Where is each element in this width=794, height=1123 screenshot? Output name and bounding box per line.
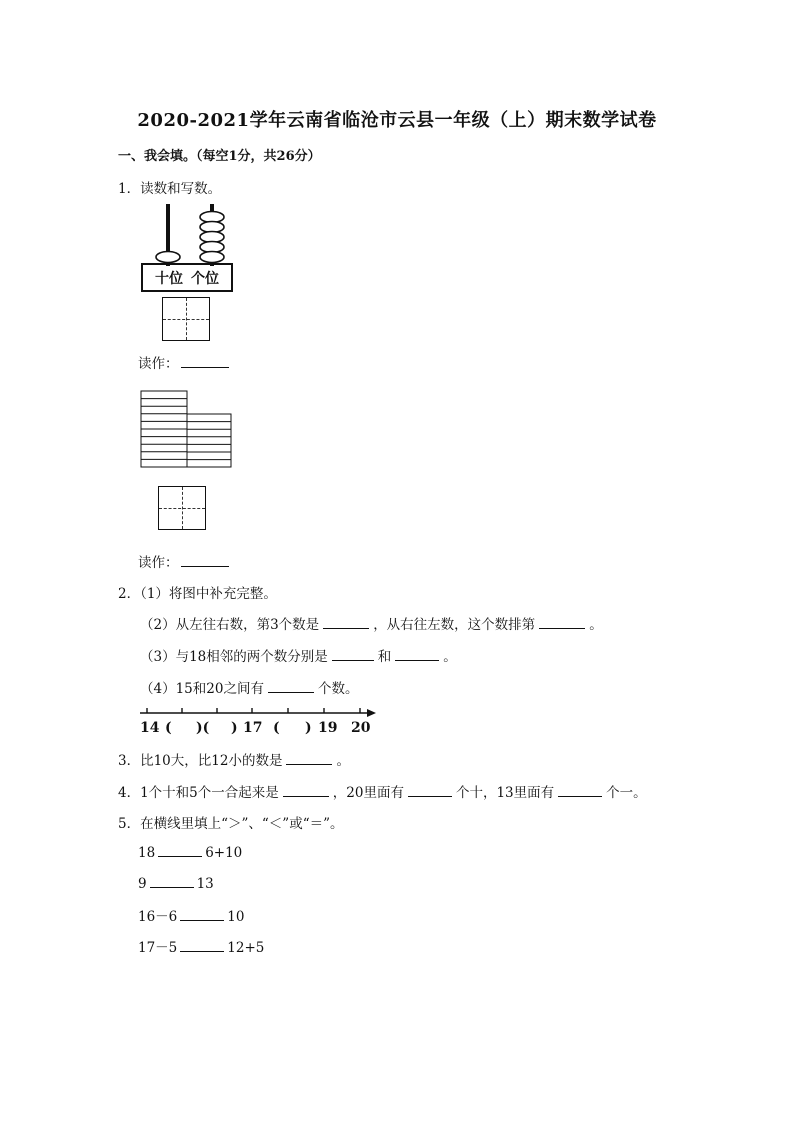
read-as-blank-1[interactable] <box>181 354 229 368</box>
numberline-paren-mid: )( <box>196 720 210 736</box>
section-heading: 一、我会填。（每空1分，共26分） <box>118 149 321 164</box>
q4-blank-ones[interactable] <box>558 783 602 797</box>
question-2-part-1: 2．（1）将图中补充完整。 <box>118 586 277 602</box>
compare-item-4: 17－5 12+5 <box>138 940 265 956</box>
q2-blank-count[interactable] <box>268 679 314 693</box>
numberline-label-20: 20 <box>351 720 371 736</box>
compare-blank-2[interactable] <box>150 874 194 888</box>
page-title: 2020-2021学年云南省临沧市云县一年级（上）期末数学试卷 <box>137 110 657 131</box>
numberline-label-19: 19 <box>318 720 338 736</box>
question-3: 3．比10大，比12小的数是 。 <box>118 753 350 769</box>
write-number-box-2[interactable] <box>158 486 206 530</box>
read-as-line-2: 读作： <box>138 551 233 571</box>
numberline-paren-open: ( <box>165 720 172 736</box>
compare-item-1: 18 6+10 <box>138 845 243 861</box>
question-2-part-3: （3）与18相邻的两个数分别是 和 。 <box>140 649 457 665</box>
read-as-blank-2[interactable] <box>181 553 229 567</box>
q4-blank-tens[interactable] <box>408 783 452 797</box>
numberline-label-17: 17 <box>243 720 263 736</box>
ones-label: 个位 <box>191 270 219 287</box>
numberline-paren-open-2: ( <box>273 720 280 736</box>
numberline-label-14: 14 <box>140 720 160 736</box>
compare-item-3: 16－6 10 <box>138 909 245 925</box>
compare-blank-4[interactable] <box>180 938 224 952</box>
abacus-bead <box>156 252 180 263</box>
numberline-paren-close: ) <box>231 720 238 736</box>
q4-blank-combined[interactable] <box>283 783 329 797</box>
question-5-stem: 5．在横线里填上“＞”、“＜”或“＝”。 <box>118 816 344 832</box>
abacus-bead <box>200 252 224 263</box>
numberline-paren-close-2: ) <box>305 720 312 736</box>
number-line <box>138 705 383 739</box>
read-as-line-1: 读作： <box>138 352 233 372</box>
abacus-figure <box>140 200 240 266</box>
q3-blank[interactable] <box>286 751 332 765</box>
q2-blank-third-number[interactable] <box>323 615 369 629</box>
question-4: 4．1个十和5个一合起来是 ，20里面有 个十，13里面有 个一。 <box>118 785 647 801</box>
question-2-part-2: （2）从左往右数，第3个数是 ，从右往左数，这个数排第 。 <box>140 617 603 633</box>
q2-blank-neighbor-1[interactable] <box>332 647 374 661</box>
write-number-box-1[interactable] <box>162 297 210 341</box>
counting-sticks-figure <box>140 390 234 470</box>
compare-blank-3[interactable] <box>180 907 224 921</box>
question-2-part-4: （4）15和20之间有 个数。 <box>140 681 359 697</box>
abacus-place-label <box>141 263 233 292</box>
q2-blank-neighbor-2[interactable] <box>395 647 439 661</box>
q2-blank-position[interactable] <box>539 615 585 629</box>
tens-label: 十位 <box>155 270 183 287</box>
question-1-stem: 1．读数和写数。 <box>118 181 222 197</box>
compare-item-2: 9 13 <box>138 876 214 892</box>
compare-blank-1[interactable] <box>158 843 202 857</box>
